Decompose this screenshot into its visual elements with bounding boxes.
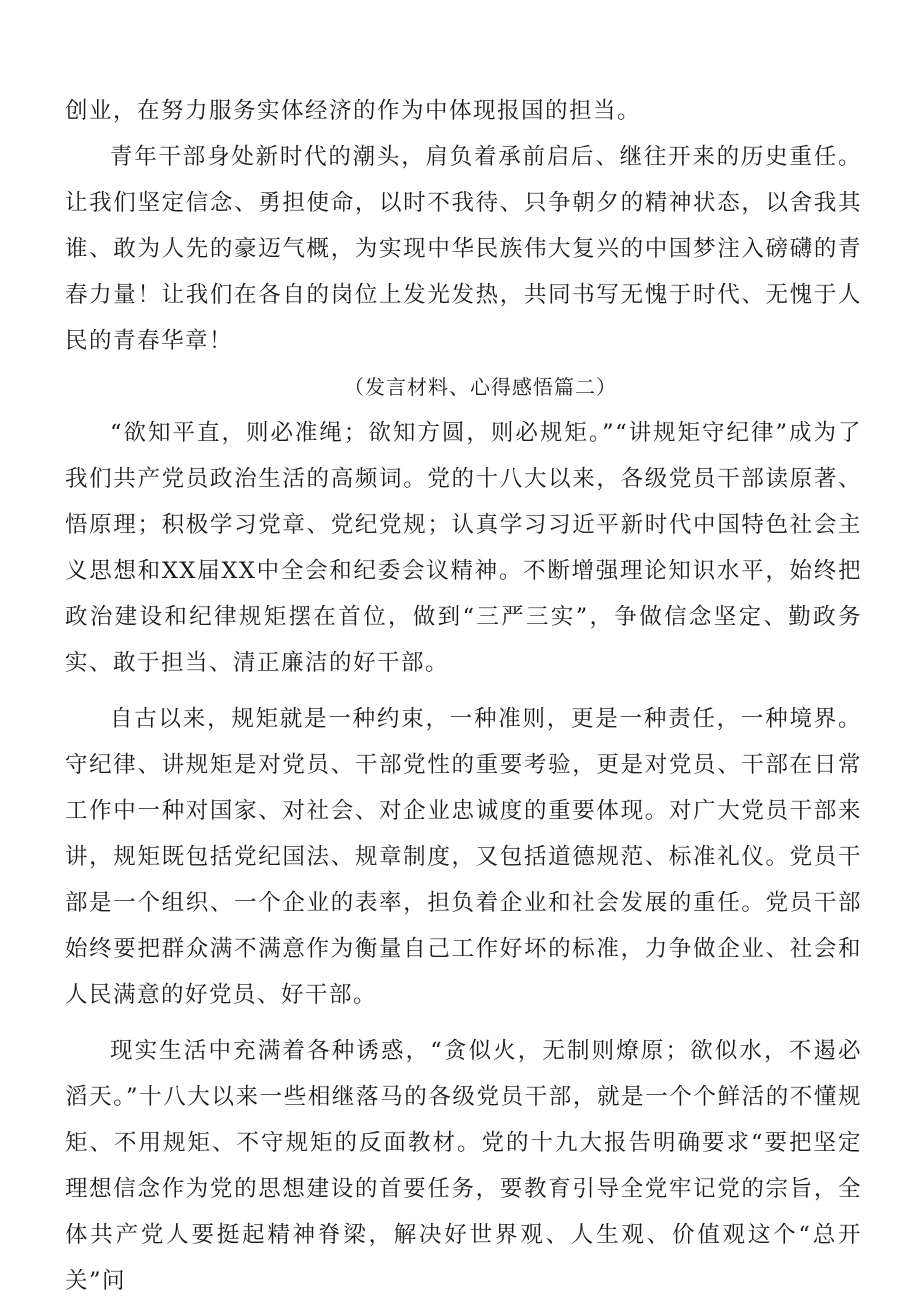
paragraph-temptations: 现实生活中充满着各种诱惑，“贪似火，无制则燎原；欲似水，不遏必滔天。”十八大以来一些相继落马的各级党员干部，就是一个个鲜活的不懂规矩、不用规矩、不守规矩的反面教材。党的十九大报告明确要求“要把坚定理想信念作为党的思想建设的首要任务，要教育引导全党牢记党的宗旨，全体共产党人要挺起精神脊梁，解决好世界观、人生观、价值观这个“总开关”问 bbox=[65, 1038, 862, 1294]
paragraph-youth-cadres: 青年干部身处新时代的潮头，肩负着承前启后、继往开来的历史重任。让我们坚定信念、勇担使命，以时不我待、只争朝夕的精神状态，以舍我其谁、敢为人先的豪迈气概，为实现中华民族伟大复兴的中国梦注入磅礴的青春力量！让我们在各自的岗位上发光发热，共同书写无愧于时代、无愧于人民的青春华章！ bbox=[65, 144, 862, 354]
section-heading: （发言材料、心得感悟篇二） bbox=[344, 375, 617, 399]
paragraph-rules-discipline: “欲知平直，则必准绳；欲知方圆，则必规矩。”“讲规矩守纪律”成为了我们共产党员政治生活的高频词。党的十八大以来，各级党员干部读原著、悟原理；积极学习党章、党纪党规；认真学习习近平新时代中国特色社会主义思想和XX届XX中全会和纪委会议精神。不断增强理论知识水平，始终把政治建设和纪律规矩摆在首位，做到“三严三实”，争做信念坚定、勤政务实、敢于担当、清正廉洁的好干部。 bbox=[65, 420, 862, 676]
paragraph-since-ancient-times: 自古以来，规矩就是一种约束，一种准则，更是一种责任，一种境界。守纪律、讲规矩是对党员、干部党性的重要考验，更是对党员、干部在日常工作中一种对国家、对社会、对企业忠诚度的重要体现。对广大党员干部来讲，规矩既包括党纪国法、规章制度，又包括道德规范、标准礼仪。党员干部是一个组织、一个企业的表率，担负着企业和社会发展的重任。党员干部始终要把群众满不满意作为衡量自己工作好坏的标准，力争做企业、社会和人民满意的好党员、好干部。 bbox=[65, 706, 862, 1008]
paragraph-continuation: 创业，在努力服务实体经济的作为中体现报国的担当。 bbox=[65, 98, 642, 124]
